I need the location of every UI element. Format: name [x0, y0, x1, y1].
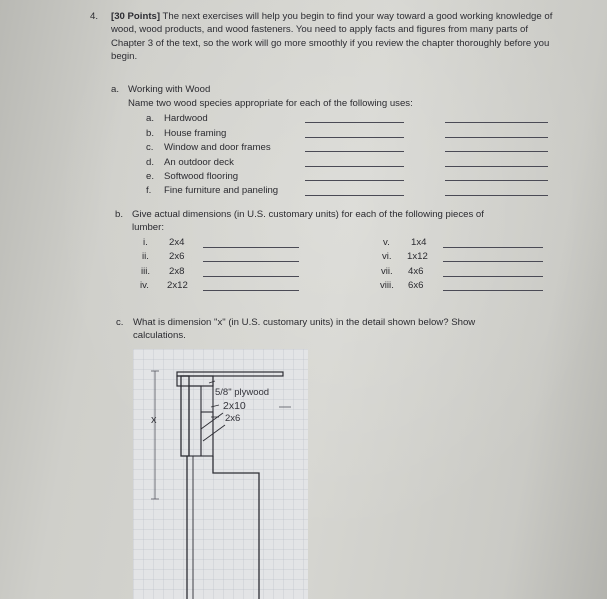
label-x: x [151, 414, 157, 426]
part-a-item-letter: d. [146, 157, 155, 168]
label-plywood: 5/8" plywood [215, 387, 270, 398]
part-a-item-text: Softwood flooring [164, 171, 239, 182]
part-a-instruction: Name two wood species appropriate for each of the following uses: [128, 98, 413, 109]
part-a-item-text: Window and door frames [164, 142, 271, 153]
part-b-size: 2x12 [167, 280, 188, 291]
part-b-size: 6x6 [408, 280, 424, 291]
part-a-item-letter: b. [146, 128, 155, 139]
answer-line[interactable] [445, 151, 548, 152]
part-a-title: Working with Wood [128, 84, 211, 95]
part-a-item-text: House framing [164, 128, 227, 139]
answer-line[interactable] [443, 290, 543, 291]
part-b-instruction: Give actual dimensions (in U.S. customary units) for each of the following pieces of [132, 209, 484, 220]
answer-line[interactable] [203, 276, 299, 277]
part-a-item-text: Hardwood [164, 113, 208, 124]
part-c-instruction-cont: calculations. [133, 330, 186, 341]
part-a-item-text: An outdoor deck [164, 157, 234, 168]
part-c-letter: c. [116, 317, 124, 328]
answer-line[interactable] [443, 261, 543, 262]
part-b-size: 2x8 [169, 266, 185, 277]
answer-line[interactable] [203, 247, 299, 248]
answer-line[interactable] [445, 195, 548, 196]
answer-line[interactable] [305, 180, 404, 181]
part-a-item-letter: f. [146, 185, 152, 196]
part-a-item-letter: a. [146, 113, 155, 124]
part-a-item-text: Fine furniture and paneling [164, 185, 279, 196]
answer-line[interactable] [305, 122, 404, 123]
part-b-numeral: i. [143, 237, 148, 248]
part-b-size: 4x6 [408, 266, 424, 277]
label-2x10: 2x10 [223, 400, 246, 412]
part-b-letter: b. [115, 209, 124, 220]
part-b-numeral: viii. [380, 280, 394, 291]
question-points: [30 Points] [111, 11, 161, 22]
answer-line[interactable] [203, 261, 299, 262]
answer-line[interactable] [305, 151, 404, 152]
part-b-numeral: iii. [141, 266, 151, 277]
part-b-numeral: vii. [381, 266, 393, 277]
part-b-numeral: ii. [142, 251, 149, 262]
part-a-letter: a. [111, 84, 120, 95]
answer-line[interactable] [203, 290, 299, 291]
answer-line[interactable] [305, 195, 404, 196]
question-number: 4. [90, 11, 99, 22]
part-c-instruction: What is dimension "x" (in U.S. customary units) in the detail shown below? Show [133, 317, 476, 328]
part-b-numeral: vi. [382, 251, 392, 262]
part-a-item-letter: c. [146, 142, 154, 153]
answer-line[interactable] [443, 276, 543, 277]
question-intro [111, 10, 561, 64]
part-b-size: 2x4 [169, 237, 185, 248]
part-b-numeral: v. [383, 237, 390, 248]
answer-line[interactable] [443, 247, 543, 248]
answer-line[interactable] [445, 137, 548, 138]
label-2x6: 2x6 [225, 413, 241, 424]
answer-line[interactable] [445, 166, 548, 167]
part-b-numeral: iv. [140, 280, 149, 291]
part-b-size: 1x4 [411, 237, 427, 248]
part-b-size: 2x6 [169, 251, 185, 262]
part-a-item-letter: e. [146, 171, 155, 182]
answer-line[interactable] [445, 180, 548, 181]
answer-line[interactable] [305, 166, 404, 167]
answer-line[interactable] [305, 137, 404, 138]
question-intro-text: The next exercises will help you begin to find your way toward a good working knowledge of wood, wood products, and wood fasteners. You need to apply facts and figures from many parts of Chapter 3 of the text, so the work will go more smoothly if you review the chapter thoroughly before you begin. [111, 11, 553, 63]
framing-detail-drawing [133, 349, 308, 599]
part-b-size: 1x12 [407, 251, 428, 262]
answer-line[interactable] [445, 122, 548, 123]
part-b-instruction-cont: lumber: [132, 222, 164, 233]
